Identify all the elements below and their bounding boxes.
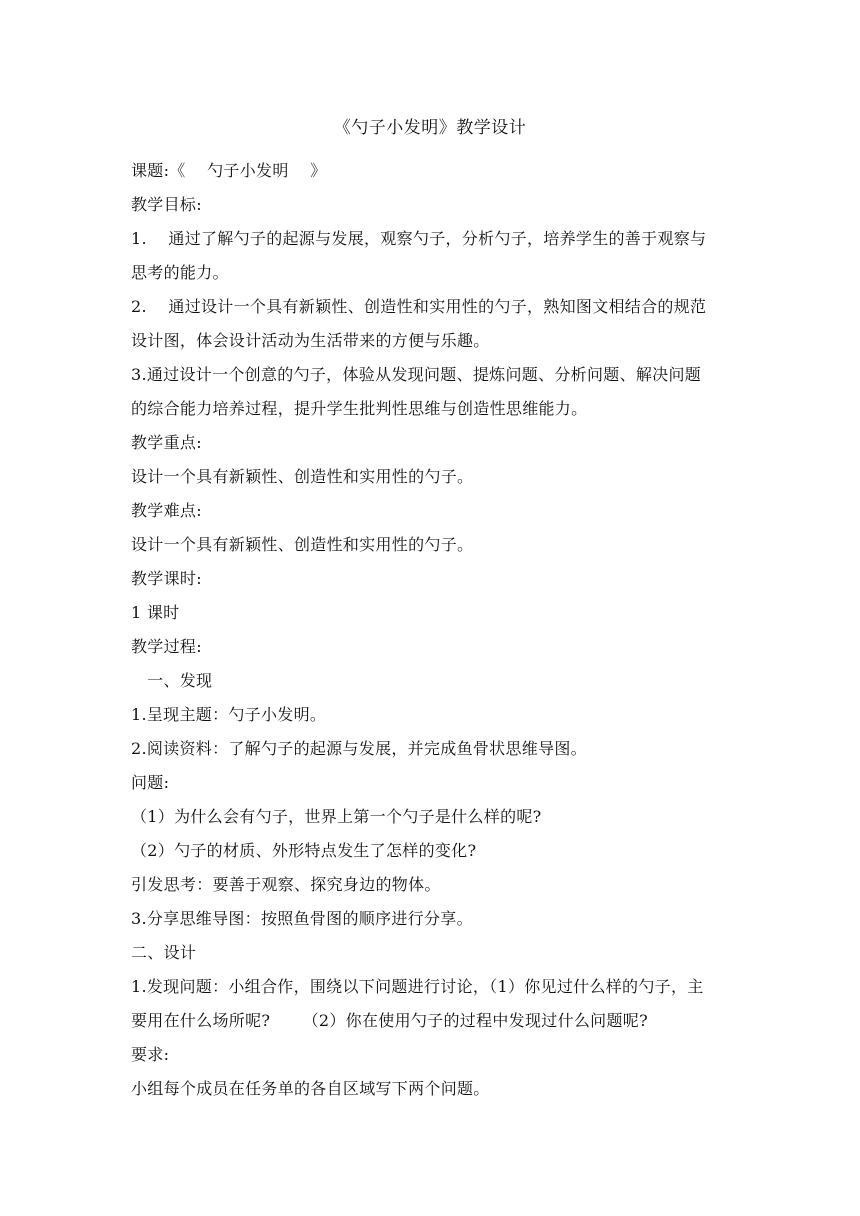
question-1: （1）为什么会有勺子，世界上第一个勺子是什么样的呢?: [131, 807, 542, 826]
class-hours-text: 1 课时: [131, 603, 180, 622]
design-step-1-line-1: 1.发现问题：小组合作，围绕以下问题进行讨论，（1）你见过什么样的勺子，主: [131, 977, 704, 996]
topic-line: 课题:《 勺子小发明 》: [131, 161, 327, 180]
questions-heading: 问题:: [131, 773, 170, 792]
objectives-heading: 教学目标:: [131, 195, 202, 214]
question-2: （2）勺子的材质、外形特点发生了怎样的变化?: [131, 841, 477, 860]
design-step-1-line-2: 要用在什么场所呢? （2）你在使用勺子的过程中发现过什么问题呢?: [131, 1011, 648, 1030]
section-design-heading: 二、设计: [131, 943, 197, 962]
key-points-heading: 教学重点:: [131, 433, 202, 452]
objective-2-line-2: 设计图，体会设计活动为生活带来的方便与乐趣。: [131, 331, 490, 350]
discover-step-1: 1.呈现主题：勺子小发明。: [131, 705, 327, 724]
key-points-text: 设计一个具有新颖性、创造性和实用性的勺子。: [131, 467, 474, 486]
discover-step-2: 2.阅读资料：了解勺子的起源与发展，并完成鱼骨状思维导图。: [131, 739, 587, 758]
difficulties-text: 设计一个具有新颖性、创造性和实用性的勺子。: [131, 535, 474, 554]
document-body: [131, 154, 731, 1106]
class-hours-heading: 教学课时:: [131, 569, 202, 588]
document-title: 《勺子小发明》教学设计: [333, 118, 527, 138]
objective-3-line-1: 3.通过设计一个创意的勺子，体验从发现问题、提炼问题、分析问题、解决问题: [131, 365, 702, 384]
process-heading: 教学过程:: [131, 637, 202, 656]
requirements-heading: 要求:: [131, 1045, 170, 1064]
discover-step-3: 3.分享思维导图：按照鱼骨图的顺序进行分享。: [131, 909, 473, 928]
reflection-line: 引发思考：要善于观察、探究身边的物体。: [131, 875, 441, 894]
objective-2-line-1: 2. 通过设计一个具有新颖性、创造性和实用性的勺子，熟知图文相结合的规范: [131, 297, 707, 316]
objective-1-line-2: 思考的能力。: [131, 263, 229, 282]
difficulties-heading: 教学难点:: [131, 501, 202, 520]
requirements-text: 小组每个成员在任务单的各自区域写下两个问题。: [131, 1079, 490, 1098]
objective-3-line-2: 的综合能力培养过程，提升学生批判性思维与创造性思维能力。: [131, 399, 588, 418]
objective-1-line-1: 1. 通过了解勺子的起源与发展，观察勺子，分析勺子，培养学生的善于观察与: [131, 229, 707, 248]
section-discover-heading: 一、发现: [131, 671, 213, 690]
